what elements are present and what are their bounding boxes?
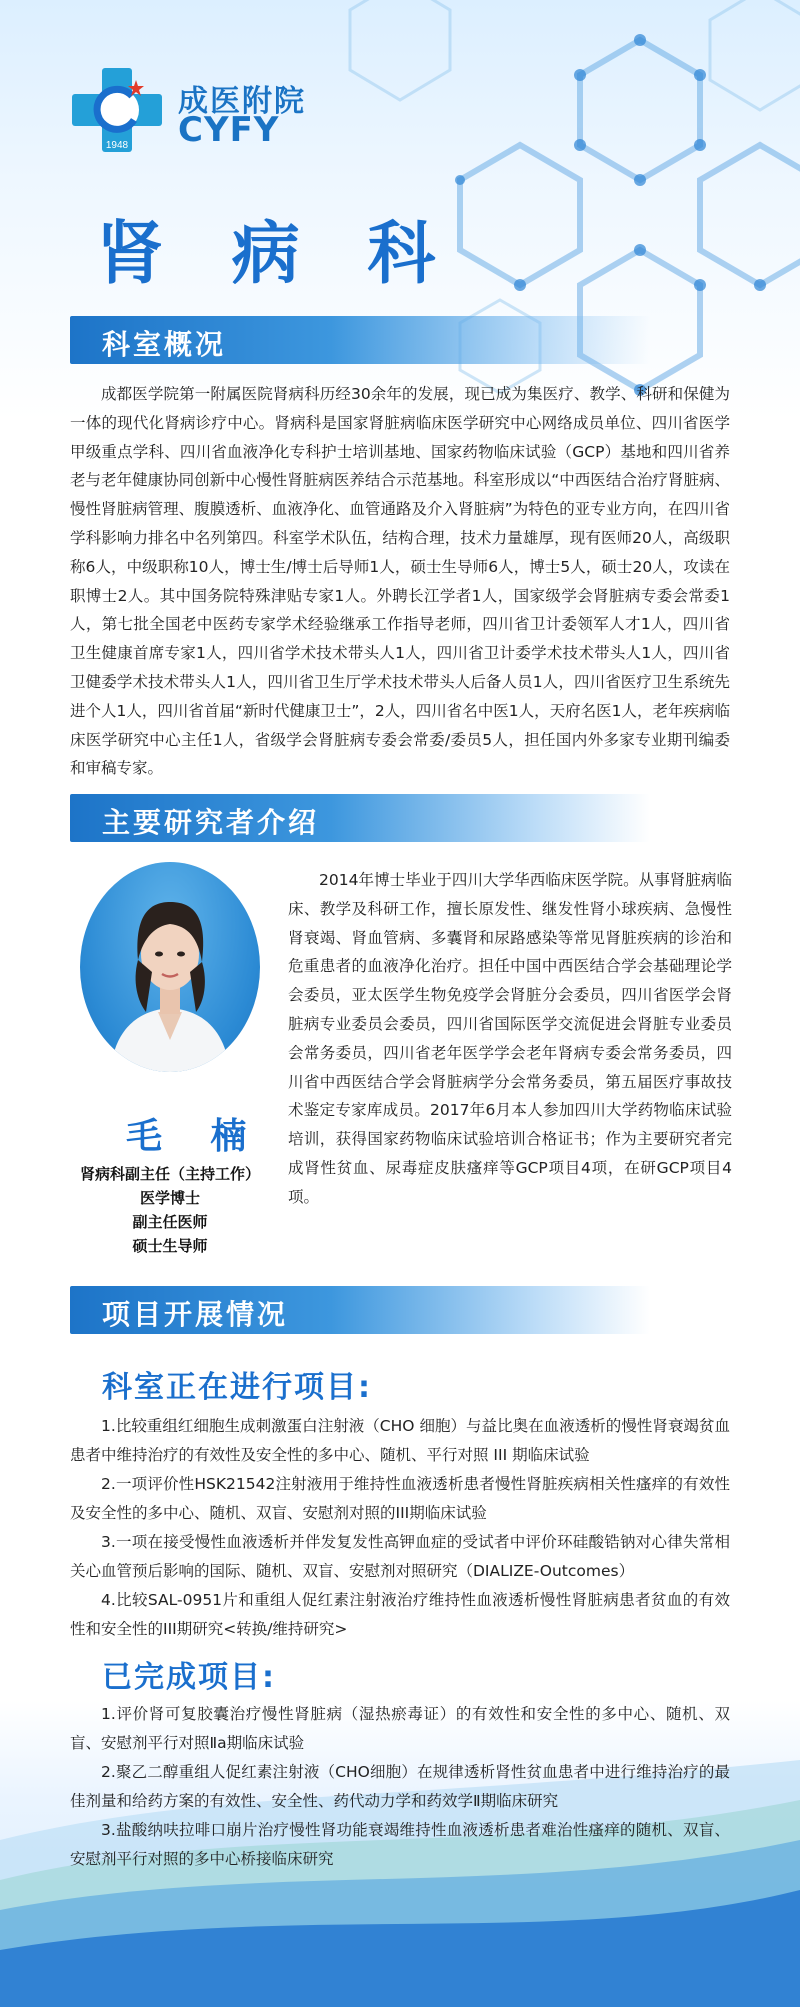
section-title-researcher: 主要研究者介绍 bbox=[102, 806, 320, 839]
researcher-bio: 2014年博士毕业于四川大学华西临床医学院。从事肾脏病临床、教学及科研工作，擅长原发性、继发性肾小球疾病、急慢性肾衰竭、肾血管病、多囊肾和尿路感染等常见肾脏疾病的诊治和危重患者的血液净化治疗。担任中国中西医结合学会基础理论学会委员，亚太医学生物免疫学会肾脏分会委员，四川省医学会肾脏病专业委员会委员，四川省国际医学交流促进会肾脏专业委员会常务委员，四川省老年医学学会老年肾病专委会常务委员，四川省中西医结合学会肾脏病学分会常务委员，第五届医疗事故技术鉴定专家库成员。2017年6月本人参加四川大学药物临床试验培训，获得国家药物临床试验培训合格证书；作为主要研究者完成肾性贫血、尿毒症皮肤瘙痒等GCP项目4项，在研GCP项目4项。 bbox=[288, 871, 732, 1206]
completed-project-item: 3.盐酸纳呋拉啡口崩片治疗慢性肾功能衰竭维持性血液透析患者难治性瘙痒的随机、双盲、安慰剂平行对照的多中心桥接临床研究 bbox=[70, 1821, 730, 1868]
ongoing-project-item: 3.一项在接受慢性血液透析并伴发复发性高钾血症的受试者中评价环硅酸锆钠对心律失常相关心血管预后影响的国际、随机、双盲、安慰剂对照研究（DIALIZE-Outcomes） bbox=[70, 1533, 730, 1580]
overview-text: 成都医学院第一附属医院肾病科历经30余年的发展，现已成为集医疗、教学、科研和保健为一体的现代化肾病诊疗中心。肾病科是国家肾脏病临床医学研究中心网络成员单位、四川省医学甲级重点学科、四川省血液净化专科护士培训基地、国家药物临床试验（GCP）基地和四川省养老与老年健康协同创新中心慢性肾脏病医养结合示范基地。科室形成以“中西医结合治疗肾脏病、慢性肾脏病管理、腹膜透析、血液净化、血管通路及介入肾脏病”为特色的亚专业方向，在四川省学科影响力排名中名列第四。科室学术队伍，结构合理，技术力量雄厚，现有医师20人，高级职称6人，中级职称10人，博士生/博士后导师1人，硕士生导师6人，博士5人，硕士20人，攻读在职博士2人。其中国务院特殊津贴专家1人。外聘长江学者1人，国家级学会肾脏病专委会常委1人，第七批全国老中医药专家学术经验继承工作指导老师，四川省卫计委领军人才1人，四川省卫生健康首席专家1人，四川省学术技术带头人1人，四川省卫计委学术技术带头人1人，四川省卫健委学术技术带头人1人，四川省卫生厅学术技术带头人后备人员1人，四川省医疗卫生系统先进个人1人，四川省首届“新时代健康卫士”，2人，四川省名中医1人，天府名医1人，老年疾病临床医学研究中心主任1人，省级学会肾脏病专委会常委/委员5人，担任国内外多家专业期刊编委和审稿专家。 bbox=[70, 385, 731, 778]
section-title-overview: 科室概况 bbox=[102, 328, 227, 361]
completed-project-item: 1.评价肾可复胶囊治疗慢性肾脏病（湿热瘀毒证）的有效性和安全性的多中心、随机、双盲、安慰剂平行对照Ⅱa期临床试验 bbox=[70, 1705, 730, 1752]
section-bar-overview bbox=[70, 316, 650, 364]
section-bar-projects bbox=[70, 1286, 650, 1334]
ongoing-project-item: 2.一项评价性HSK21542注射液用于维持性血液透析患者慢性肾脏疾病相关性瘙痒的有效性及安全性的多中心、随机、双盲、安慰剂对照的III期临床试验 bbox=[70, 1475, 730, 1522]
hospital-logo bbox=[72, 68, 162, 152]
ongoing-project-item: 1.比较重组红细胞生成刺激蛋白注射液（CHO 细胞）与益比奥在血液透析的慢性肾衰竭贫血患者中维持治疗的有效性及安全性的多中心、随机、平行对照 III 期临床试验 bbox=[70, 1417, 730, 1464]
logo-year: 1948 bbox=[105, 140, 129, 151]
ongoing-projects-heading: 科室正在进行项目: bbox=[102, 1370, 372, 1405]
department-title: 肾 病 科 bbox=[96, 215, 458, 294]
section-bar-researcher bbox=[70, 794, 650, 842]
researcher-title-line: 医学博士 bbox=[139, 1189, 200, 1207]
researcher-title-line: 副主任医师 bbox=[132, 1213, 208, 1231]
section-title-projects: 项目开展情况 bbox=[102, 1298, 289, 1331]
completed-project-item: 2.聚乙二醇重组人促红素注射液（CHO细胞）在规律透析肾性贫血患者中进行维持治疗的最佳剂量和给药方案的有效性、安全性、药代动力学和药效学Ⅱ期临床研究 bbox=[70, 1763, 730, 1810]
researcher-titles bbox=[60, 1162, 280, 1258]
logo-chinese-name: 成医附院 bbox=[178, 84, 306, 119]
logo-english-name: CYFY bbox=[178, 110, 280, 150]
ongoing-project-item: 4.比较SAL-0951片和重组人促红素注射液治疗维持性血液透析慢性肾脏病患者贫血的有效性和安全性的III期研究<转换/维持研究> bbox=[70, 1591, 730, 1638]
researcher-title-line: 硕士生导师 bbox=[132, 1237, 208, 1255]
completed-projects-heading: 已完成项目: bbox=[102, 1660, 276, 1695]
researcher-name: 毛 楠 bbox=[126, 1116, 265, 1157]
researcher-title-line: 肾病科副主任（主持工作） bbox=[79, 1165, 260, 1183]
portrait-illustration bbox=[80, 862, 260, 1072]
researcher-photo bbox=[80, 862, 260, 1072]
